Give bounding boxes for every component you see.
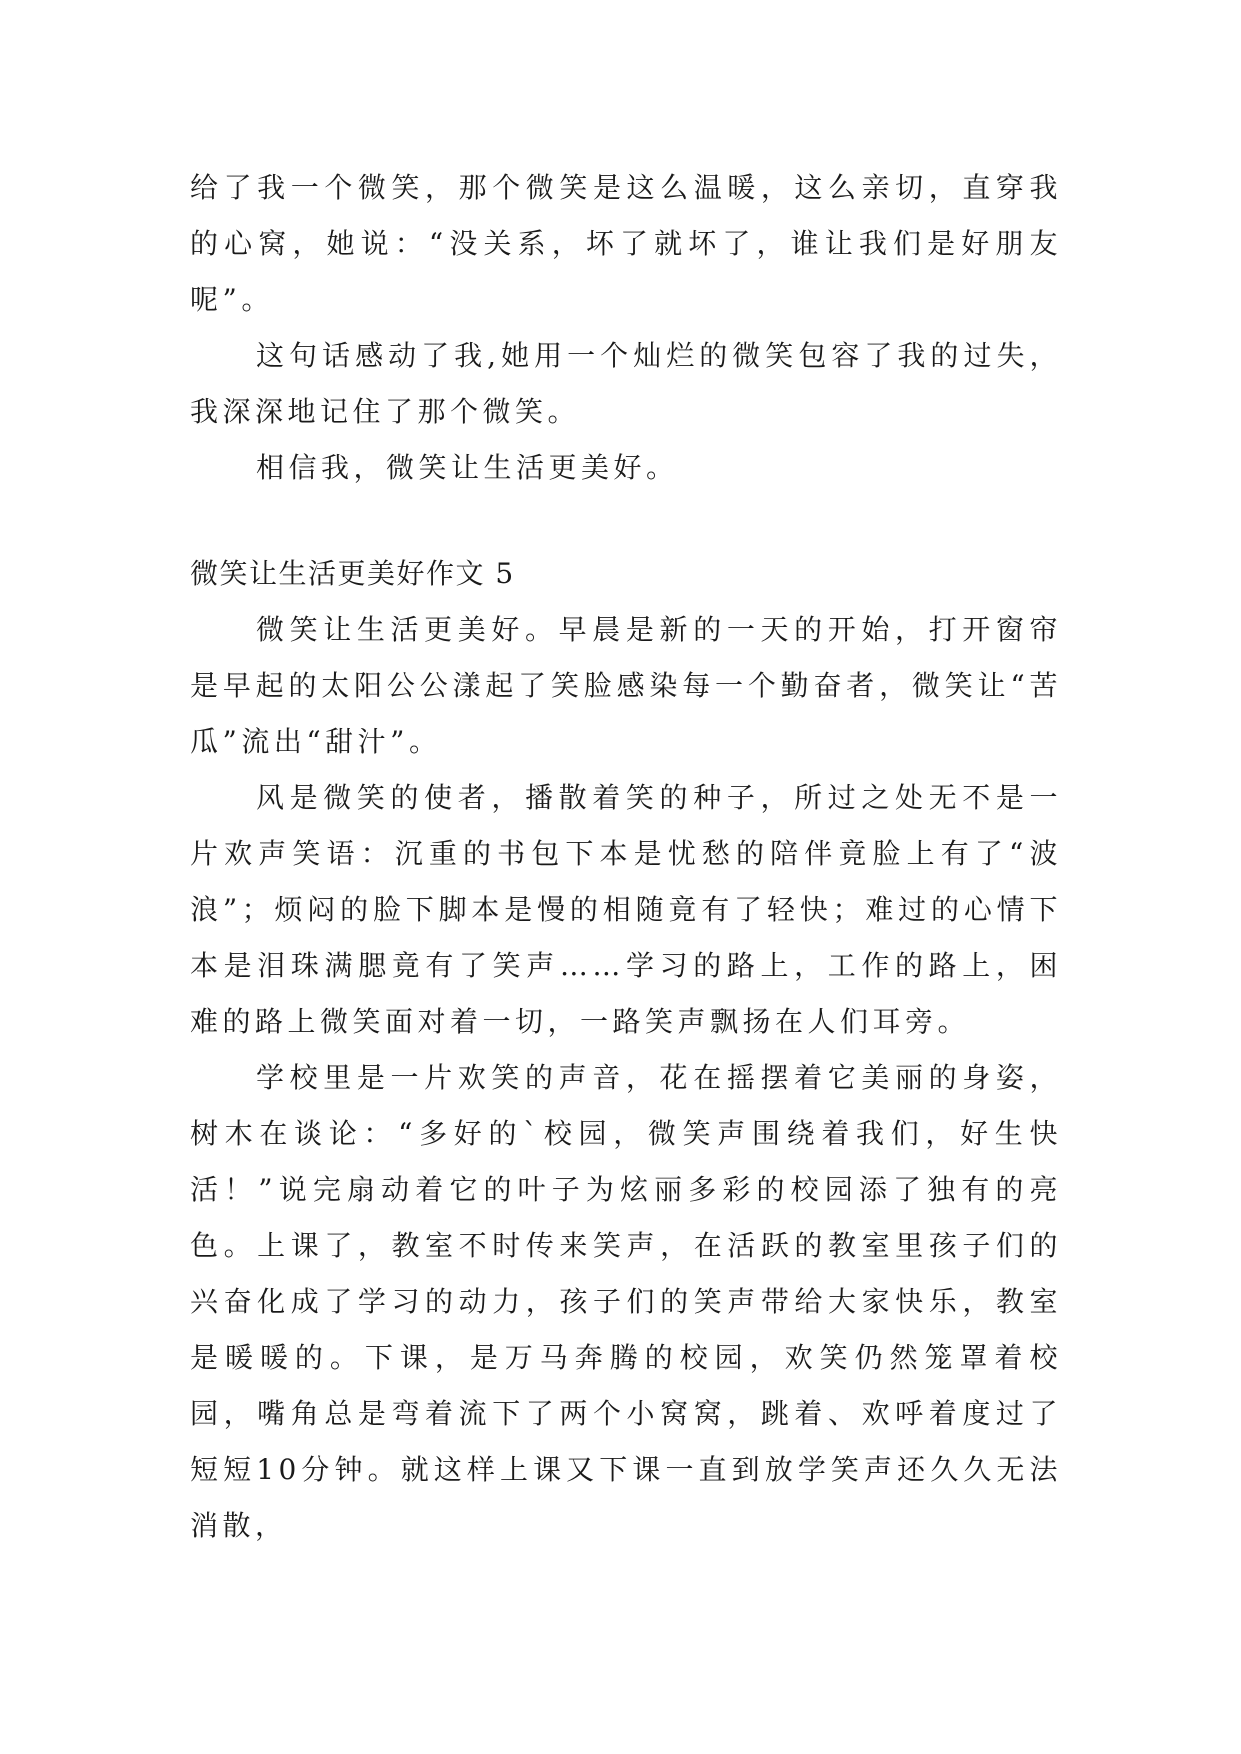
paragraph: 风是微笑的使者，播散着笑的种子，所过之处无不是一片欢声笑语：沉重的书包下本是忧愁的陪伴竟脸上有了“波浪”；烦闷的脸下脚本是慢的相随竟有了轻快；难过的心情下本是泪珠满腮竟有了笑声……学习的路上，工作的路上，困难的路上微笑面对着一切，一路笑声飘扬在人们耳旁。 [190,781,1062,1038]
paragraph: 微笑让生活更美好。早晨是新的一天的开始，打开窗帘是早起的太阳公公漾起了笑脸感染每一个勤奋者，微笑让“苦瓜”流出“甜汁”。 [190,613,1062,758]
document-body [190,160,1062,1554]
section-spacer [190,496,1062,546]
paragraph: 相信我，微笑让生活更美好。 [256,451,679,484]
paragraph-continuation: 给了我一个微笑，那个微笑是这么温暖，这么亲切，直穿我的心窝，她说：“没关系，坏了就坏了，谁让我们是好朋友呢”。 [190,171,1062,316]
paragraph: 学校里是一片欢笑的声音，花在摇摆着它美丽的身姿，树木在谈论：“多好的`校园，微笑声围绕着我们，好生快活！”说完扇动着它的叶子为炫丽多彩的校园添了独有的亮色。上课了，教室不时传来笑声，在活跃的教室里孩子们的兴奋化成了学习的动力，孩子们的笑声带给大家快乐，教室是暖暖的。下课，是万马奔腾的校园，欢笑仍然笼罩着校园，嘴角总是弯着流下了两个小窝窝，跳着、欢呼着度过了短短10分钟。就这样上课又下课一直到放学笑声还久久无法消散， [190,1061,1062,1542]
section-title: 微笑让生活更美好作文 5 [190,557,515,590]
paragraph: 这句话感动了我,她用一个灿烂的微笑包容了我的过失，我深深地记住了那个微笑。 [190,339,1062,428]
